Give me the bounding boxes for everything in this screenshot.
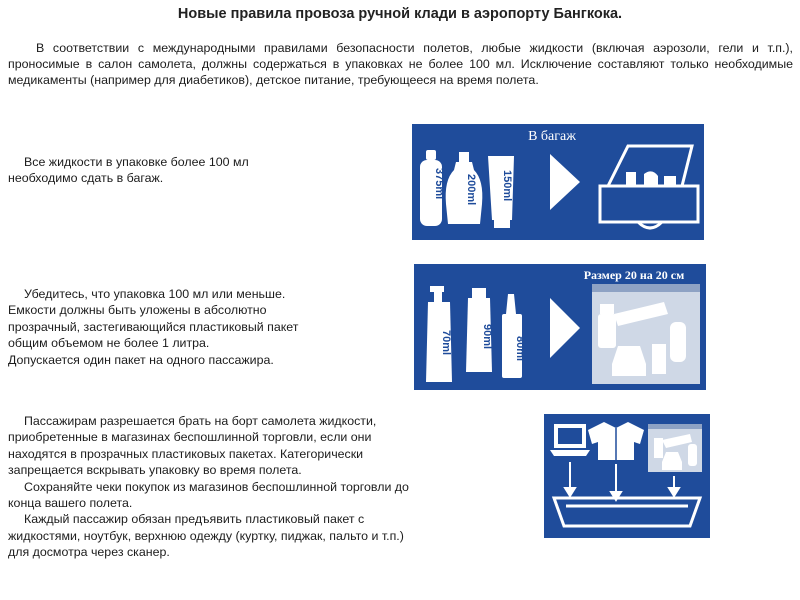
section-2-line-4: общим объемом не более 1 литра. xyxy=(8,336,210,351)
bottle-label-375: 375ml xyxy=(433,168,445,200)
bottle-label-90: 90ml xyxy=(481,324,493,350)
section-3-line-4: запрещается вскрывать упаковку во время полета. xyxy=(8,463,302,478)
section-3-line-2: приобретенные в магазинах беспошлинной торговли, если они xyxy=(8,430,372,445)
section-2-line-5: Допускается один пакет на одного пассажира. xyxy=(8,352,274,367)
scanner-tray-panel xyxy=(544,414,710,538)
section-2-line-1: Убедитесь, что упаковка 100 мл или меньше. xyxy=(24,287,286,301)
baggage-panel xyxy=(412,124,704,240)
liquids-bag-icon xyxy=(648,424,702,472)
section-3-line-8: жидкостями, ноутбук, верхнюю одежду (куртку, пиджак, пальто и т.п.) xyxy=(8,528,404,543)
section-3-line-1: Пассажирам разрешается брать на борт самолета жидкости, xyxy=(24,414,377,428)
small-tube-icon xyxy=(466,288,493,372)
bottle-label-150: 150ml xyxy=(501,170,513,202)
section-1-text xyxy=(8,154,249,187)
page-title: Новые правила провоза ручной клади в аэропорту Бангкока. xyxy=(177,6,623,22)
bottle-label-200: 200ml xyxy=(465,174,477,206)
section-3-line-7: Каждый пассажир обязан предъявить пластиковый пакет с xyxy=(24,512,365,527)
scanner-tray-illustration xyxy=(544,414,710,538)
section-2-line-2: Емкости должны быть уложены в абсолютно xyxy=(8,303,267,318)
baggage-heading: В багаж xyxy=(528,129,576,144)
tube-icon xyxy=(488,156,514,228)
section-3-line-9: для досмотра через сканер. xyxy=(8,545,170,560)
laptop-icon xyxy=(550,424,590,456)
bag-panel xyxy=(414,264,706,390)
plastic-bag-icon xyxy=(592,284,700,384)
section-3-line-5: Сохраняйте чеки покупок из магазинов беспошлинной торговли до xyxy=(24,479,409,494)
bottle-label-70: 70ml xyxy=(440,330,452,356)
bottle-label-80: 80ml xyxy=(514,336,526,362)
section-3-line-6: конца вашего полета. xyxy=(8,496,133,511)
section-1-line-2: необходимо сдать в багаж. xyxy=(8,171,164,186)
section-2-line-3: прозрачный, застегивающийся пластиковый пакет xyxy=(8,319,299,334)
section-3-line-3: находятся в прозрачных пластиковых пакетах. Категорически xyxy=(8,446,364,461)
intro-paragraph: В соответствии с международными правилами безопасности полетов, любые жидкости (включая аэрозоли, гели и т.п.), проносимые в салон самолета, должны содержаться в упаковках не более 100 мл. Исключение составляют только необходимые медикаменты (например для диабетиков), детское питание, требующееся на время полета. xyxy=(8,41,793,88)
section-1-line-1: Все жидкости в упаковке более 100 мл xyxy=(24,155,249,169)
section-3-text xyxy=(8,413,409,561)
baggage-illustration xyxy=(412,124,704,240)
bag-heading: Размер 20 на 20 см xyxy=(583,268,685,282)
bag-illustration xyxy=(414,264,706,390)
section-2-text xyxy=(8,286,298,368)
